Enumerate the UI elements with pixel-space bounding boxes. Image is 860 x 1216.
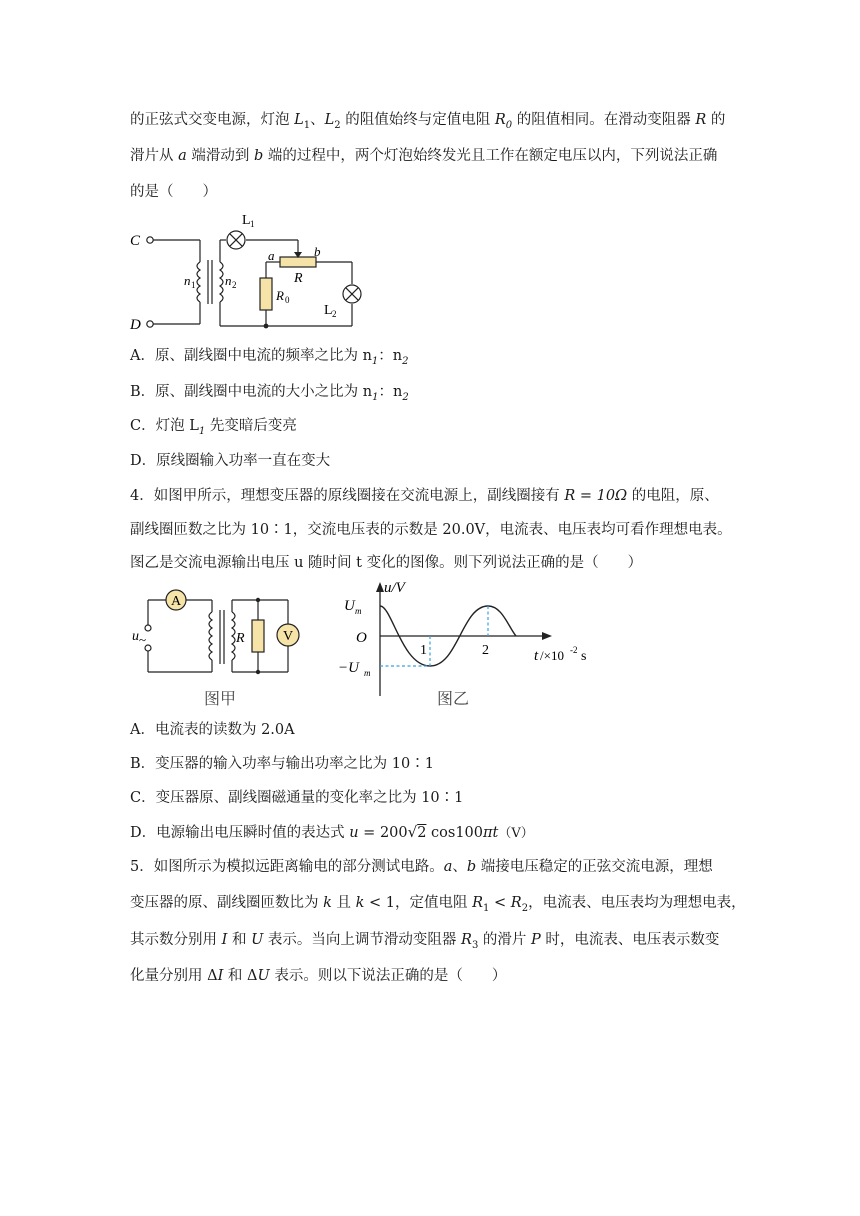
q3-option-b: B．原、副线圈中电流的大小之比为 $n_1$：$n_2$ [130, 384, 409, 403]
svg-text:D: D [130, 317, 141, 333]
voltmeter-icon [277, 624, 299, 646]
svg-text:n: n [184, 273, 191, 288]
lamp-l1-icon [227, 231, 245, 249]
q4-option-a: A．电流表的读数为 2.0A [130, 722, 295, 738]
svg-text:图甲: 图甲 [204, 691, 237, 708]
q4-option-b: B．变压器的输入功率与输出功率之比为 10∶1 [130, 756, 434, 772]
q5-line-2: 变压器的原、副线圈匝数比为 k 且 k < 1，定值电阻 $R_1 < R_2$，电流表、电压表均为理想电表， [130, 895, 746, 914]
svg-text:L: L [324, 303, 333, 318]
svg-text:u/V: u/V [384, 580, 405, 596]
svg-text:图乙: 图乙 [437, 691, 470, 708]
svg-text:0: 0 [285, 295, 290, 305]
resistor-r [252, 620, 264, 652]
svg-text:m: m [364, 668, 371, 678]
q4-option-d: D．电源输出电压瞬时值的表达式 u = 200√2 cos100πt（V） [130, 823, 534, 841]
svg-text:1: 1 [420, 643, 427, 658]
svg-text:L: L [242, 213, 251, 228]
svg-text:b: b [314, 244, 321, 259]
svg-text:−U: −U [338, 660, 359, 676]
svg-text:1: 1 [191, 280, 196, 290]
svg-text:R: R [294, 271, 303, 286]
svg-text:2: 2 [332, 309, 337, 319]
svg-text:n: n [225, 273, 232, 288]
svg-text:A: A [171, 594, 182, 609]
q4-option-c: C．变压器原、副线圈磁通量的变化率之比为 10∶1 [130, 790, 464, 806]
q4-line-1: 4．如图甲所示，理想变压器的原线圈接在交流电源上，副线圈接有 R = 10Ω 的电阻，原、 [130, 488, 719, 504]
svg-text:s: s [581, 649, 587, 664]
q5-line-4: 化量分别用 ΔI 和 ΔU 表示。则以下说法正确的是（ ） [130, 968, 507, 984]
terminal-c [147, 237, 153, 243]
svg-text:R: R [276, 288, 284, 303]
q3-option-d: D．原线圈输入功率一直在变大 [130, 453, 331, 469]
lamp-l2-icon [343, 285, 361, 303]
q3-option-c: C．灯泡 $L_1$ 先变暗后变亮 [130, 418, 297, 437]
q5-line-1: 5．如图所示为模拟远距离输电的部分测试电路。a、b 端接电压稳定的正弦交流电源，理想 [130, 859, 713, 875]
svg-text:-2: -2 [570, 645, 578, 655]
svg-text:C: C [130, 233, 141, 249]
resistor-r0 [260, 278, 272, 310]
svg-text:1: 1 [250, 219, 255, 229]
q3-option-a: A．原、副线圈中电流的频率之比为 $n_1$：$n_2$ [130, 348, 409, 367]
rheostat-r [280, 257, 316, 267]
terminal-d [147, 321, 153, 327]
q3-line-2: 滑片从 a 端滑动到 b 端的过程中，两个灯泡始终发光且工作在额定电压以内，下列说法正确 [130, 148, 718, 164]
q4-line-2: 副线圈匝数之比为 10∶1，交流电压表的示数是 20.0V，电流表、电压表均可看作理想电表。 [130, 522, 732, 538]
svg-text:O: O [356, 630, 367, 646]
q3-line-3: 的是（ ） [130, 184, 217, 200]
q3-line-1: 的正弦式交变电源，灯泡 $L_1$、$L_2$ 的阻值始终与定值电阻 $R_0$ 的阻值相同。在滑动变阻器 R 的 [130, 112, 726, 131]
q3-circuit-diagram [128, 212, 368, 340]
q4-voltage-graph [330, 580, 600, 710]
svg-text:a: a [268, 248, 275, 263]
svg-text:U: U [344, 598, 355, 614]
q4-line-3: 图乙是交流电源输出电压 u 随时间 t 变化的图像。则下列说法正确的是（ ） [130, 555, 643, 571]
svg-text:m: m [355, 606, 362, 616]
svg-text:~: ~ [139, 632, 147, 647]
svg-text:V: V [283, 629, 294, 644]
ammeter-icon [166, 590, 186, 610]
svg-text:2: 2 [232, 280, 237, 290]
svg-text:2: 2 [482, 643, 489, 658]
q5-line-3: 其示数分别用 I 和 U 表示。当向上调节滑动变阻器 $R_3$ 的滑片 P 时，电流表、电压表示数变 [130, 932, 720, 951]
svg-text:t: t [534, 648, 539, 664]
svg-text:R: R [236, 631, 245, 646]
svg-text:/×10: /×10 [540, 648, 564, 663]
svg-text:u: u [132, 629, 139, 644]
q4-circuit-diagram [130, 580, 305, 710]
